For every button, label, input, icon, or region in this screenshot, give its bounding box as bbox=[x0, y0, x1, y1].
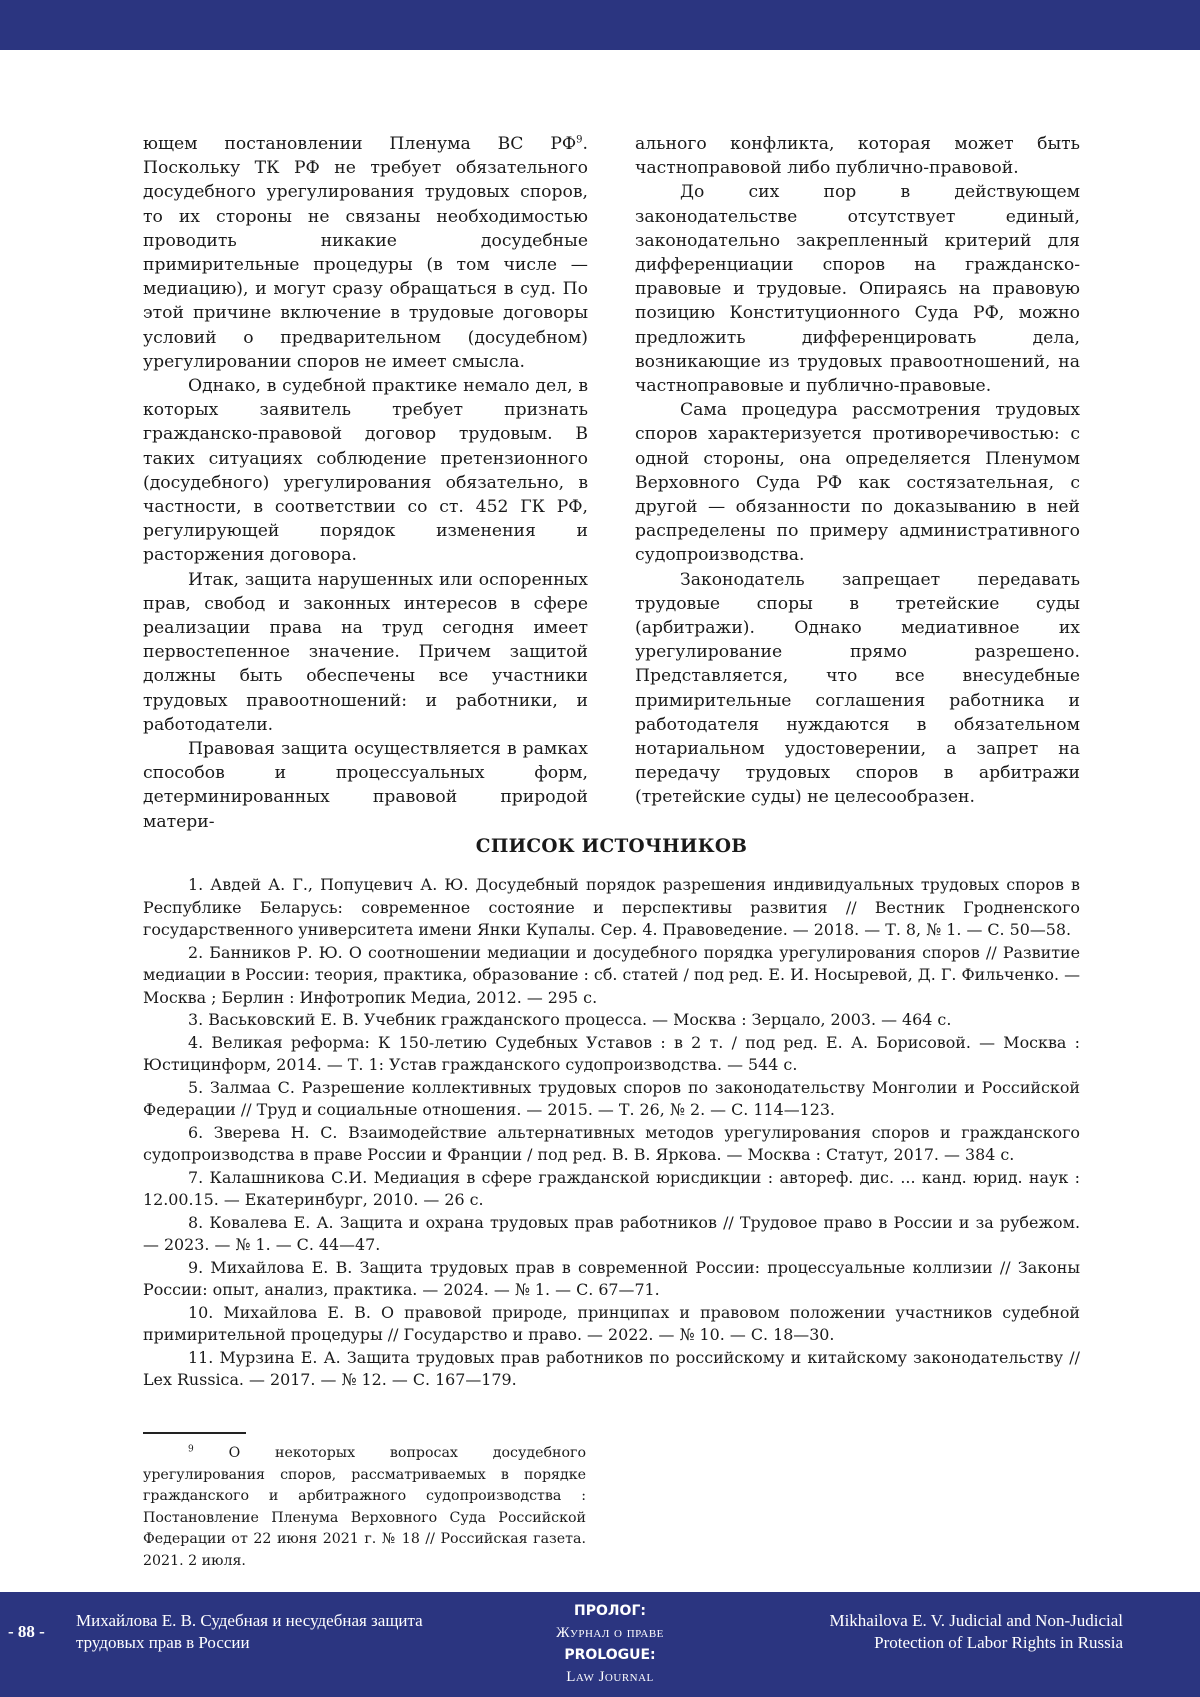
references-list bbox=[143, 874, 1080, 1392]
reference-item: 11. Мурзина Е. А. Защита трудовых прав работников по российскому и китайскому законодательству // Lex Russica. — 2017. — № 12. — С. 167—179. bbox=[143, 1347, 1080, 1389]
right-paragraph-1: ального конфликта, которая может быть частноправовой либо публично-правовой. bbox=[635, 134, 1080, 179]
right-paragraph-4: Законодатель запрещает передавать трудовые споры в третейские суды (арбитражи). Однако медиативное их урегулирование прямо разрешено. Представляется, что все внесудебные примирительные соглашения работника и работодателя нуждаются в обязательном нотариальном удостоверении, а запрет на передачу трудовых споров в арбитражи (третейские суды) не целесообразен. bbox=[635, 569, 1080, 808]
right-paragraph-3: Сама процедура рассмотрения трудовых споров характеризуется противоречивостью: с одной стороны, она определяется Пленумом Верховного Суда РФ как состязательная, с другой — обязанности по доказыванию в ней распределены по примеру административного судопроизводства. bbox=[635, 400, 1080, 566]
reference-item: 9. Михайлова Е. В. Защита трудовых прав в современной России: процессуальные коллизии // Законы России: опыт, анализ, практика. — 2024. — № 1. — С. 67—71. bbox=[143, 1257, 1080, 1299]
footnote-text: О некоторых вопросах досудебного урегулирования споров, рассматриваемых в порядке гражданского и арбитражного судопроизводства : Постановление Пленума Верховного Суда Российской Федерации от 22 июня 2021 г. № 18 // Российская газета. 2021. 2 июля. bbox=[143, 1445, 586, 1569]
journal-subtitle-en: Law Journal bbox=[566, 1669, 654, 1685]
footnote-divider bbox=[143, 1432, 246, 1434]
footnote-ref-9[interactable]: 9 bbox=[576, 134, 583, 146]
reference-item: 4. Великая реформа: К 150-летию Судебных Уставов : в 2 т. / под ред. Е. А. Борисовой. — Москва : Юстицинформ, 2014. — Т. 1: Устав гражданского судопроизводства. — 544 с. bbox=[143, 1032, 1080, 1074]
footer-journal-name bbox=[480, 1600, 740, 1688]
reference-item: 8. Ковалева Е. А. Защита и охрана трудовых прав работников // Трудовое право в России и за рубежом. — 2023. — № 1. — С. 44—47. bbox=[143, 1212, 1080, 1254]
reference-item: 10. Михайлова Е. В. О правовой природе, принципах и правовом положении участников судебной примирительной процедуры // Государство и право. — 2022. — № 10. — С. 18—30. bbox=[143, 1302, 1080, 1344]
journal-subtitle-ru: Журнал о праве bbox=[556, 1625, 664, 1641]
footer-article-title-ru: Михайлова Е. В. Судебная и несудебная защита трудовых прав в России bbox=[76, 1611, 423, 1652]
reference-item: 6. Зверева Н. С. Взаимодействие альтернативных методов урегулирования споров и гражданского судопроизводства в праве России и Франции / под ред. В. В. Яркова. — Москва : Статут, 2017. — 384 с. bbox=[143, 1122, 1080, 1164]
page-number: - 88 - bbox=[8, 1622, 45, 1641]
right-paragraph-2: До сих пор в действующем законодательстве отсутствует единый, законодательно закрепленный критерий для дифференциации споров на гражданско-правовые и трудовые. Опираясь на правовую позицию Конституционного Суда РФ, можно предложить дифференцировать дела, возникающие из трудовых правоотношений, на частноправовые и публично-правовые. bbox=[635, 182, 1080, 397]
reference-item: 7. Калашникова С.И. Медиация в сфере гражданской юрисдикции : автореф. дис. ... канд. юрид. наук : 12.00.15. — Екатеринбург, 2010. — 26 с. bbox=[143, 1167, 1080, 1209]
footnote-9 bbox=[143, 1443, 586, 1572]
page-footer bbox=[0, 1592, 1200, 1697]
left-paragraph-1: ющем постановлении Пленума ВС $РФ^9$. Поскольку ТК РФ не требует обязательного досудебного урегулирования трудовых споров, то их стороны не связаны необходимостью проводить никакие досудебные примирительные процедуры (в том числе — медиацию), и могут сразу обращаться в суд. По этой причине включение в трудовые договоры условий о предварительном (досудебном) урегулировании споров не имеет смысла. bbox=[143, 134, 588, 372]
reference-item: 5. Залмаа С. Разрешение коллективных трудовых споров по законодательству Монголии и Российской Федерации // Труд и социальные отношения. — 2015. — Т. 26, № 2. — С. 114—123. bbox=[143, 1077, 1080, 1119]
journal-title-ru: ПРОЛОГ: bbox=[574, 1603, 646, 1619]
journal-title-en: PROLOGUE: bbox=[564, 1647, 656, 1663]
footer-article-title-en: Mikhailova E. V. Judicial and Non-Judicial Protection of Labor Rights in Russia bbox=[829, 1611, 1123, 1652]
references-title: СПИСОК ИСТОЧНИКОВ bbox=[475, 836, 748, 857]
left-paragraph-2: Однако, в судебной практике немало дел, в которых заявитель требует признать гражданско-правовой договор трудовым. В таких ситуациях соблюдение претензионного (досудебного) урегулирования обязательно, в частности, в соответствии со ст. 452 ГК РФ, регулирующей порядок изменения и расторжения договора. bbox=[143, 376, 588, 566]
left-paragraph-3: Итак, защита нарушенных или оспоренных прав, свобод и законных интересов в сфере реализации права на труд сегодня имеет первостепенное значение. Причем защитой должны быть обеспечены все участники трудовых правоотношений: и работники, и работодатели. bbox=[143, 569, 588, 735]
left-paragraph-4: Правовая защита осуществляется в рамках способов и процессуальных форм, детерминированных правовой природой матери- bbox=[143, 739, 588, 832]
right-column bbox=[635, 132, 1080, 810]
reference-item: 3. Васьковский Е. В. Учебник гражданского процесса. — Москва : Зерцало, 2003. — 464 с. bbox=[188, 1010, 952, 1029]
footnote-marker: 9 bbox=[188, 1444, 194, 1455]
reference-item: 2. Банников Р. Ю. О соотношении медиации и досудебного порядка урегулирования споров // Развитие медиации в России: теория, практика, образование : сб. статей / под ред. Е. И. Носыревой, Д. Г. Фильченко. — Москва ; Берлин : Инфотропик Медиа, 2012. — 295 с. bbox=[143, 942, 1080, 1007]
reference-item: 1. Авдей А. Г., Попуцевич А. Ю. Досудебный порядок разрешения индивидуальных трудовых споров в Республике Беларусь: современное состояние и перспективы развития // Вестник Гродненского государственного университета имени Янки Купалы. Сер. 4. Правоведение. — 2018. — Т. 8, № 1. — С. 50—58. bbox=[143, 875, 1080, 939]
body-columns bbox=[143, 132, 1080, 832]
left-column bbox=[143, 132, 588, 834]
top-header-band bbox=[0, 0, 1200, 50]
